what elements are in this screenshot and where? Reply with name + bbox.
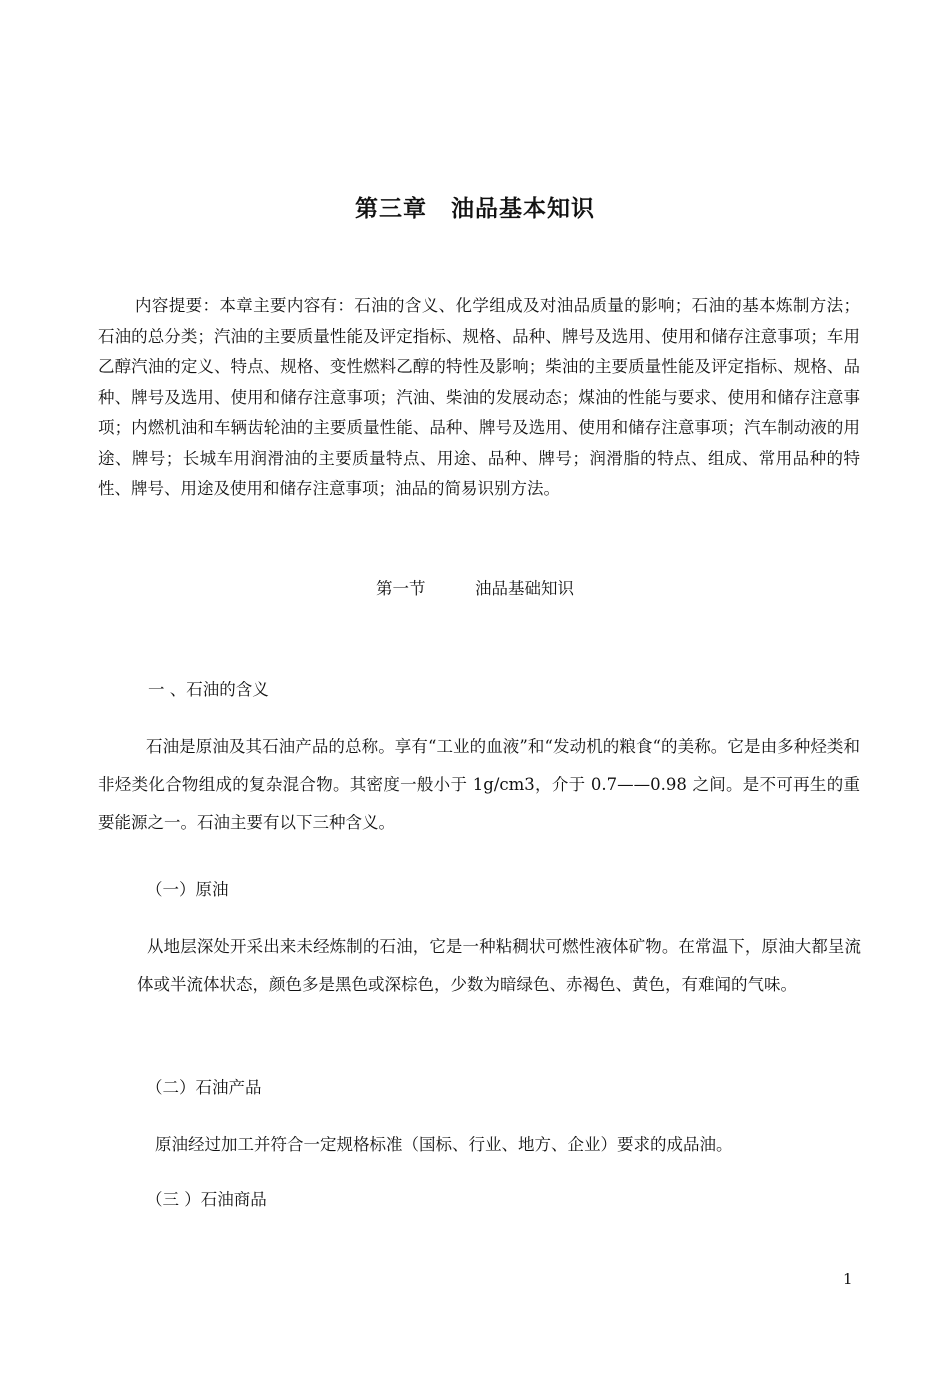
- subheading-crude-oil: （一）原油: [146, 880, 229, 899]
- paragraph-oil-definition: 石油是原油及其石油产品的总称。享有“工业的血液”和“发动机的粮食“的美称。它是由多种烃类和非烃类化合物组成的复杂混合物。其密度一般小于 1g/cm3，介于 0.7——0.98 之间。是不可再生的重要能源之一。石油主要有以下三种含义。: [98, 737, 860, 832]
- section-title: 第一节 油品基础知识: [376, 579, 574, 598]
- paragraph-crude-oil: 从地层深处开采出来未经炼制的石油，它是一种粘稠状可燃性液体矿物。在常温下，原油大都呈流体或半流体状态，颜色多是黑色或深棕色，少数为暗绿色、赤褐色、黄色，有难闻的气味。: [137, 937, 861, 994]
- subheading-oil-products: （二）石油产品: [146, 1078, 262, 1097]
- heading-oil-meaning: 一 、石油的含义: [148, 680, 269, 699]
- page-number: 1: [843, 1270, 853, 1288]
- subheading-oil-commodities: （三 ）石油商品: [146, 1190, 267, 1209]
- paragraph-oil-products: 原油经过加工并符合一定规格标准（国标、行业、地方、企业）要求的成品油。: [155, 1135, 733, 1154]
- chapter-title: 第三章 油品基本知识: [355, 196, 595, 222]
- chapter-summary: 内容提要：本章主要内容有：石油的含义、化学组成及对油品质量的影响；石油的基本炼制方法；石油的总分类；汽油的主要质量性能及评定指标、规格、品种、牌号及选用、使用和储存注意事项；车用乙醇汽油的定义、特点、规格、变性燃料乙醇的特性及影响；柴油的主要质量性能及评定指标、规格、品种、牌号及选用、使用和储存注意事项；汽油、柴油的发展动态；煤油的性能与要求、使用和储存注意事项；内燃机油和车辆齿轮油的主要质量性能、品种、牌号及选用、使用和储存注意事项；汽车制动液的用途、牌号；长城车用润滑油的主要质量特点、用途、品种、牌号；润滑脂的特点、组成、常用品种的特性、牌号、用途及使用和储存注意事项；油品的简易识别方法。: [98, 296, 860, 498]
